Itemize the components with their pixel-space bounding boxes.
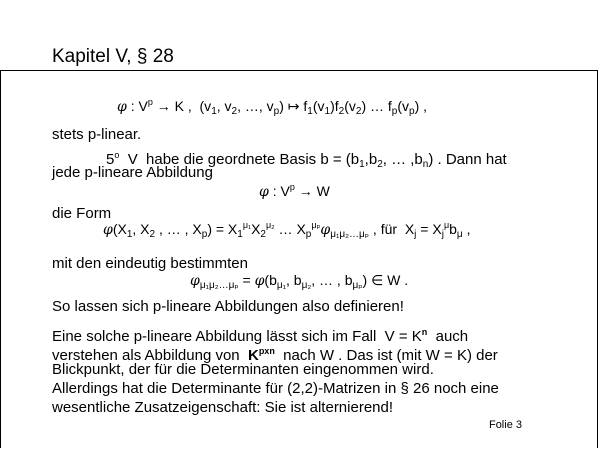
text-wesentlich: wesentliche Zusatzeigenschaft: Sie ist alternierend! (52, 399, 394, 416)
slide-number: Folie 3 (488, 419, 522, 431)
slide-title: Kapitel V, § 28 (52, 46, 174, 67)
text-blickpunkt: Blickpunkt, der für die Determinanten eingenommen wird. (52, 361, 434, 378)
text-point-5: 5$^o$ V habe die geordnete Basis $b = (b_1,b_2$, … $,b_n$) . Dann hat (106, 150, 507, 170)
text-mit: mit den eindeutig bestimmten (52, 255, 248, 272)
text-form: die Form (52, 205, 112, 222)
text-stets: stets p-linear. (52, 126, 142, 143)
equation-1: φ : $V^p \to K$ , ($v_1$, $v_2$, …, $v_p$) ↦ $f_1(v_1)f_2(v_2)$ … $f_p(v_p)$ , (117, 97, 428, 117)
text-so: So lassen sich p-lineare Abbildungen also definieren! (52, 298, 404, 315)
equation-4: $\varphi_{\mu_1\mu_2\dots\mu_p} = \varphi(b_{\mu_1}$, $b_{\mu_2}$, … , $b_{\mu_p}$) ∈ W . (190, 272, 409, 291)
text-eine: Eine solche p-lineare Abbildung lässt sich im Fall $V = K^n$ auch (52, 327, 469, 345)
equation-2: φ : $V^p \to W$ (259, 182, 330, 200)
equation-3: $\varphi(X_1$, $X_2$ , … , $X_p) = X_1^{\mu_1}X_2^{\mu_2}$ … $X_p^{\mu_p}\varphi_{\mu_1\mu_2\dots\mu_p}$ , für $X_j = X_j^\mu b_\mu$ , (103, 220, 471, 240)
text-verstehen: verstehen als Abbildung von $K^{pxn}$ nach W . Das ist (mit W = K) der (52, 346, 498, 364)
text-allerdings: Allerdings hat die Determinante für (2,2)-Matrizen in § 26 noch eine (52, 380, 499, 397)
text-jede: jede p-lineare Abbildung (52, 164, 213, 181)
